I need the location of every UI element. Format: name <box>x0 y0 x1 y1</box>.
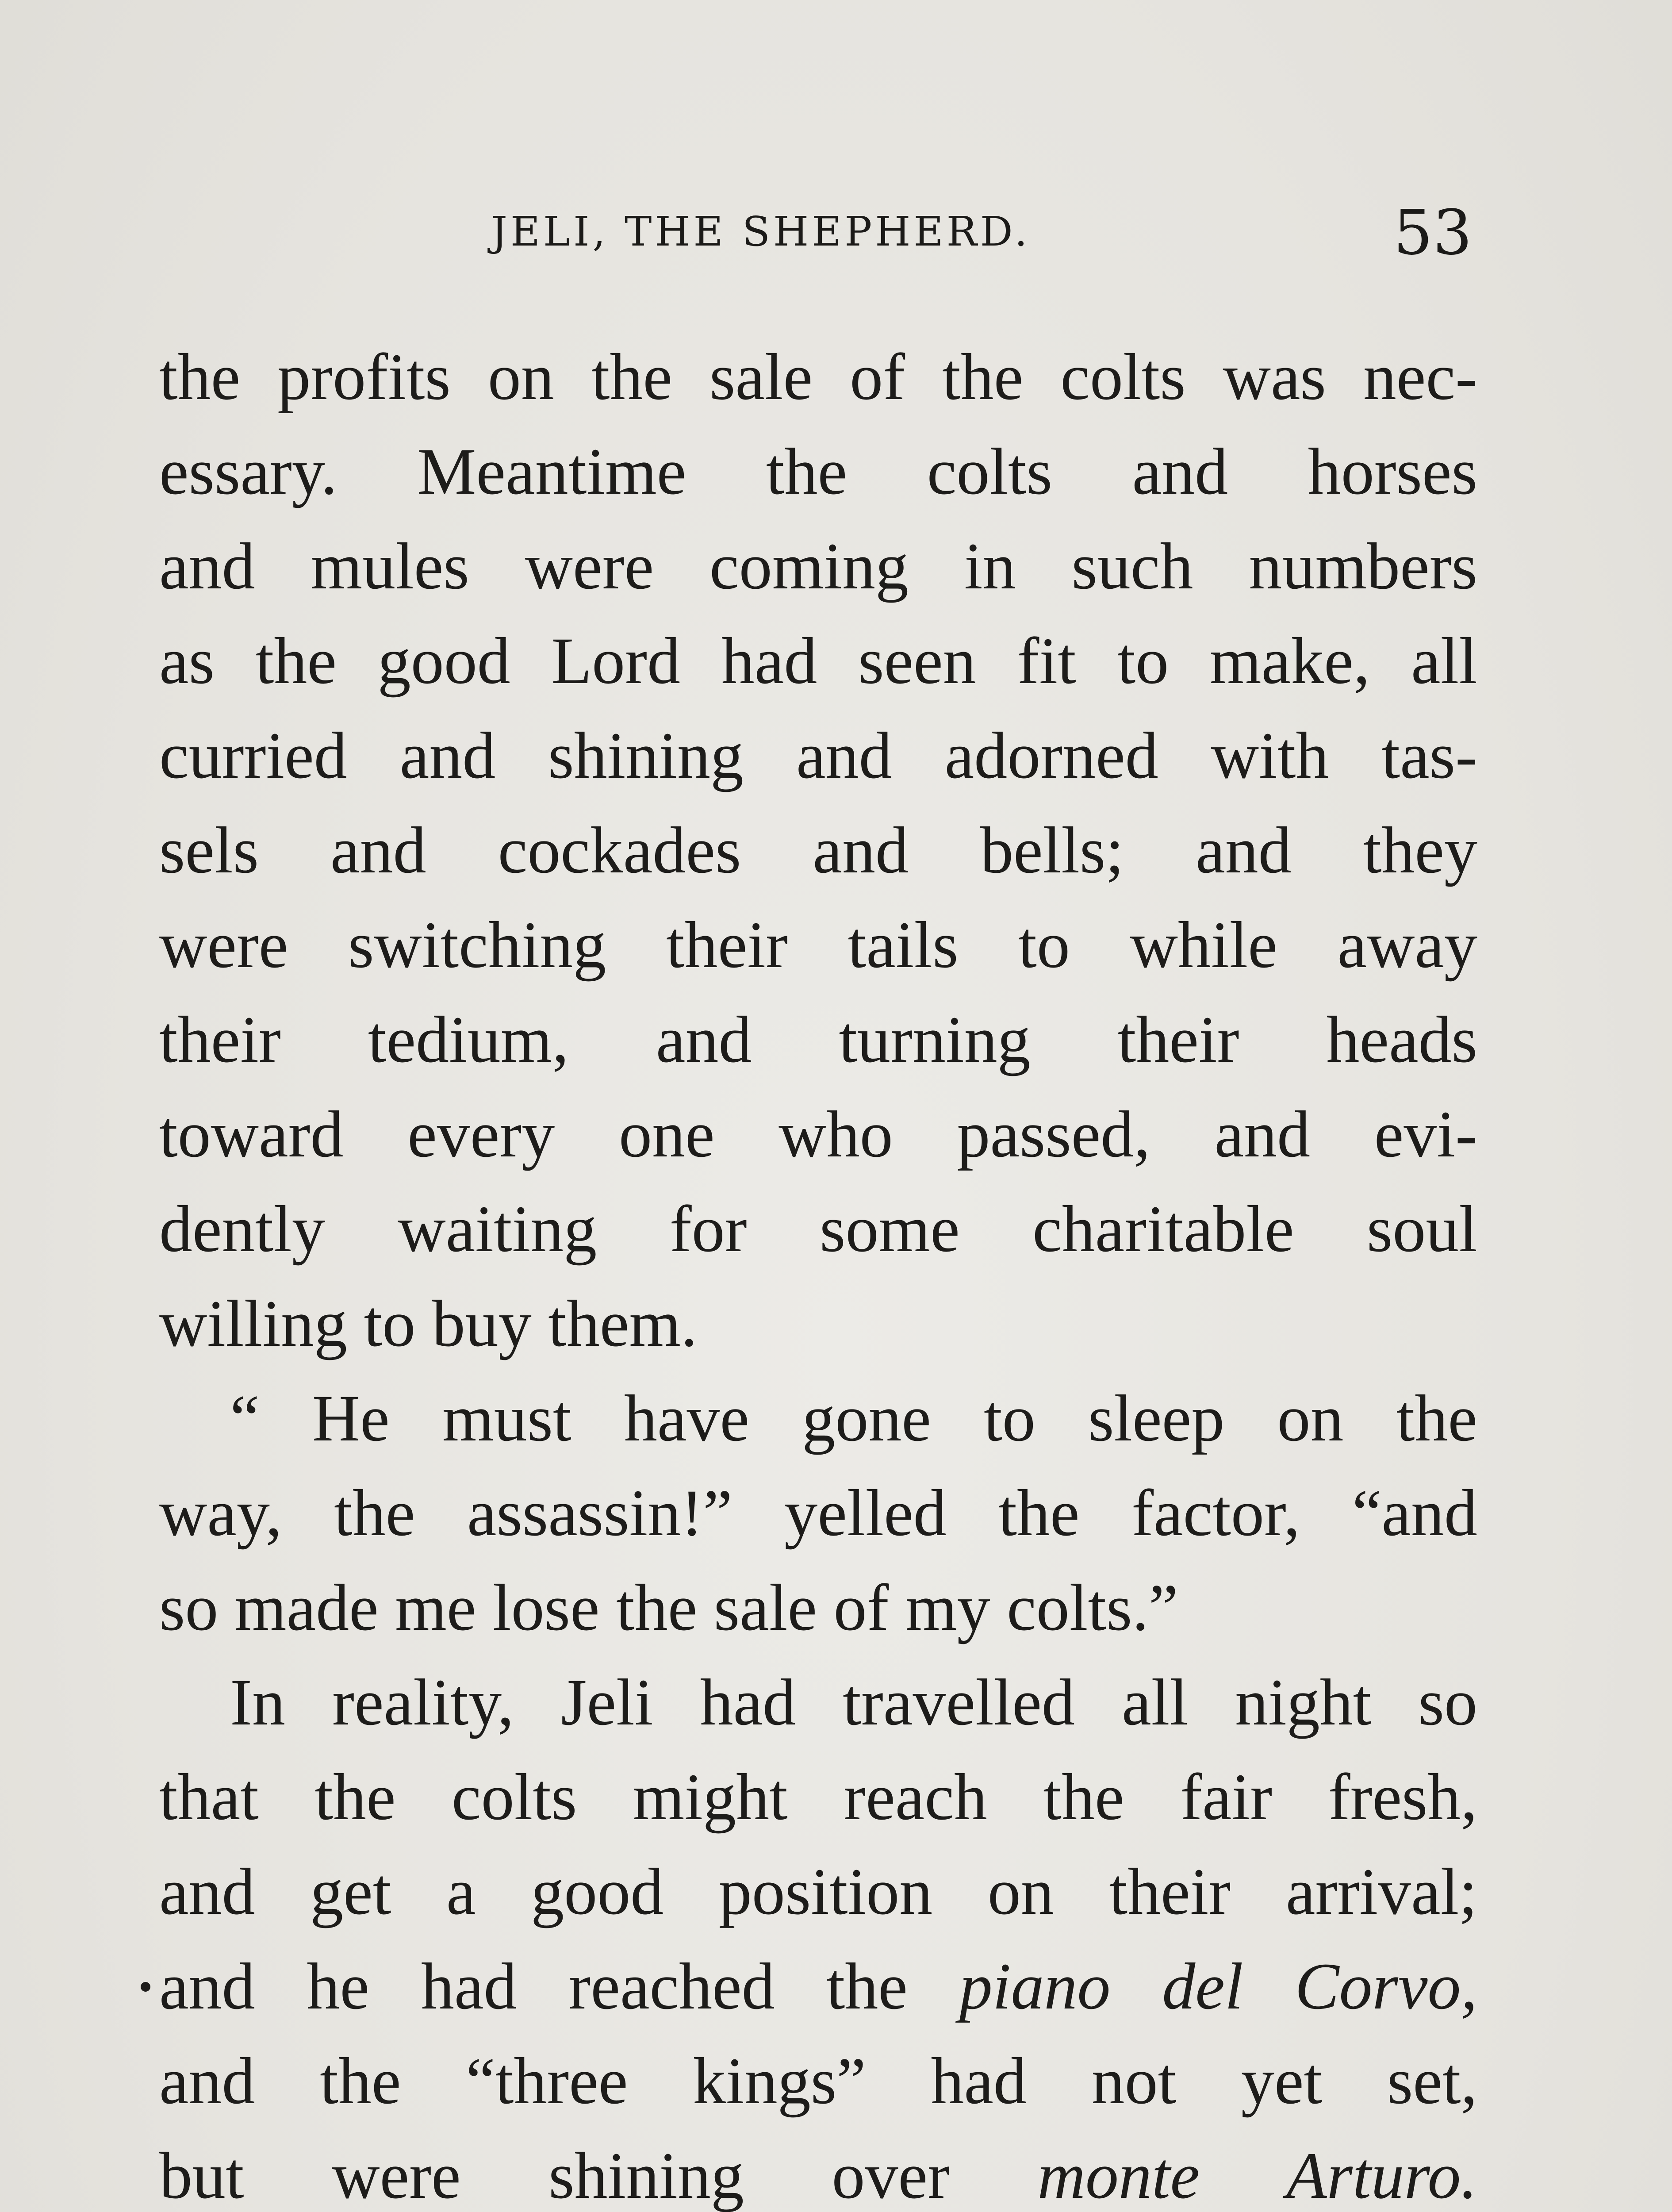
text-line <box>159 1939 1477 2034</box>
italic-phrase: piano del Corvo, <box>959 1950 1477 2023</box>
text-line: and get a good position on their arrival; <box>159 1855 1477 1928</box>
text-line: sels and cockades and bells; and they <box>159 814 1477 887</box>
text-line: as the good Lord had seen fit to make, all <box>159 624 1477 698</box>
text-line: that the colts might reach the fair fresh, <box>159 1760 1477 1834</box>
text-segment: and he had reached the <box>159 1950 959 2023</box>
text-segment: but were shining over <box>159 2139 1038 2212</box>
text-line: way, the assassin!” yelled the factor, “and <box>159 1476 1477 1550</box>
text-line: willing to buy them. <box>159 1287 698 1360</box>
text-line: and mules were coming in such numbers <box>159 530 1477 603</box>
text-line: the profits on the sale of the colts was nec- <box>159 340 1477 414</box>
text-line: their tedium, and turning their heads <box>159 1003 1477 1076</box>
text-line: toward every one who passed, and evi- <box>159 1098 1477 1171</box>
text-line: In reality, Jeli had travelled all night so <box>230 1666 1477 1739</box>
body-text <box>159 330 1477 2212</box>
text-line <box>159 2128 1477 2212</box>
page-number: 53 <box>1393 197 1473 269</box>
italic-phrase: monte Arturo. <box>1037 2139 1477 2212</box>
text-line: “ He must have gone to sleep on the <box>230 1382 1477 1455</box>
text-line: so made me lose the sale of my colts.” <box>159 1571 1178 1644</box>
text-line: were switching their tails to while away <box>159 908 1477 982</box>
text-line: dently waiting for some charitable soul <box>159 1192 1477 1266</box>
ink-dot <box>141 1982 150 1992</box>
text-line: and the “three kings” had not yet set, <box>159 2044 1477 2118</box>
running-head: JELI, THE SHEPHERD. <box>491 208 1031 255</box>
text-line: curried and shining and adorned with tas- <box>159 719 1477 792</box>
text-line: essary. Meantime the colts and horses <box>159 435 1477 508</box>
